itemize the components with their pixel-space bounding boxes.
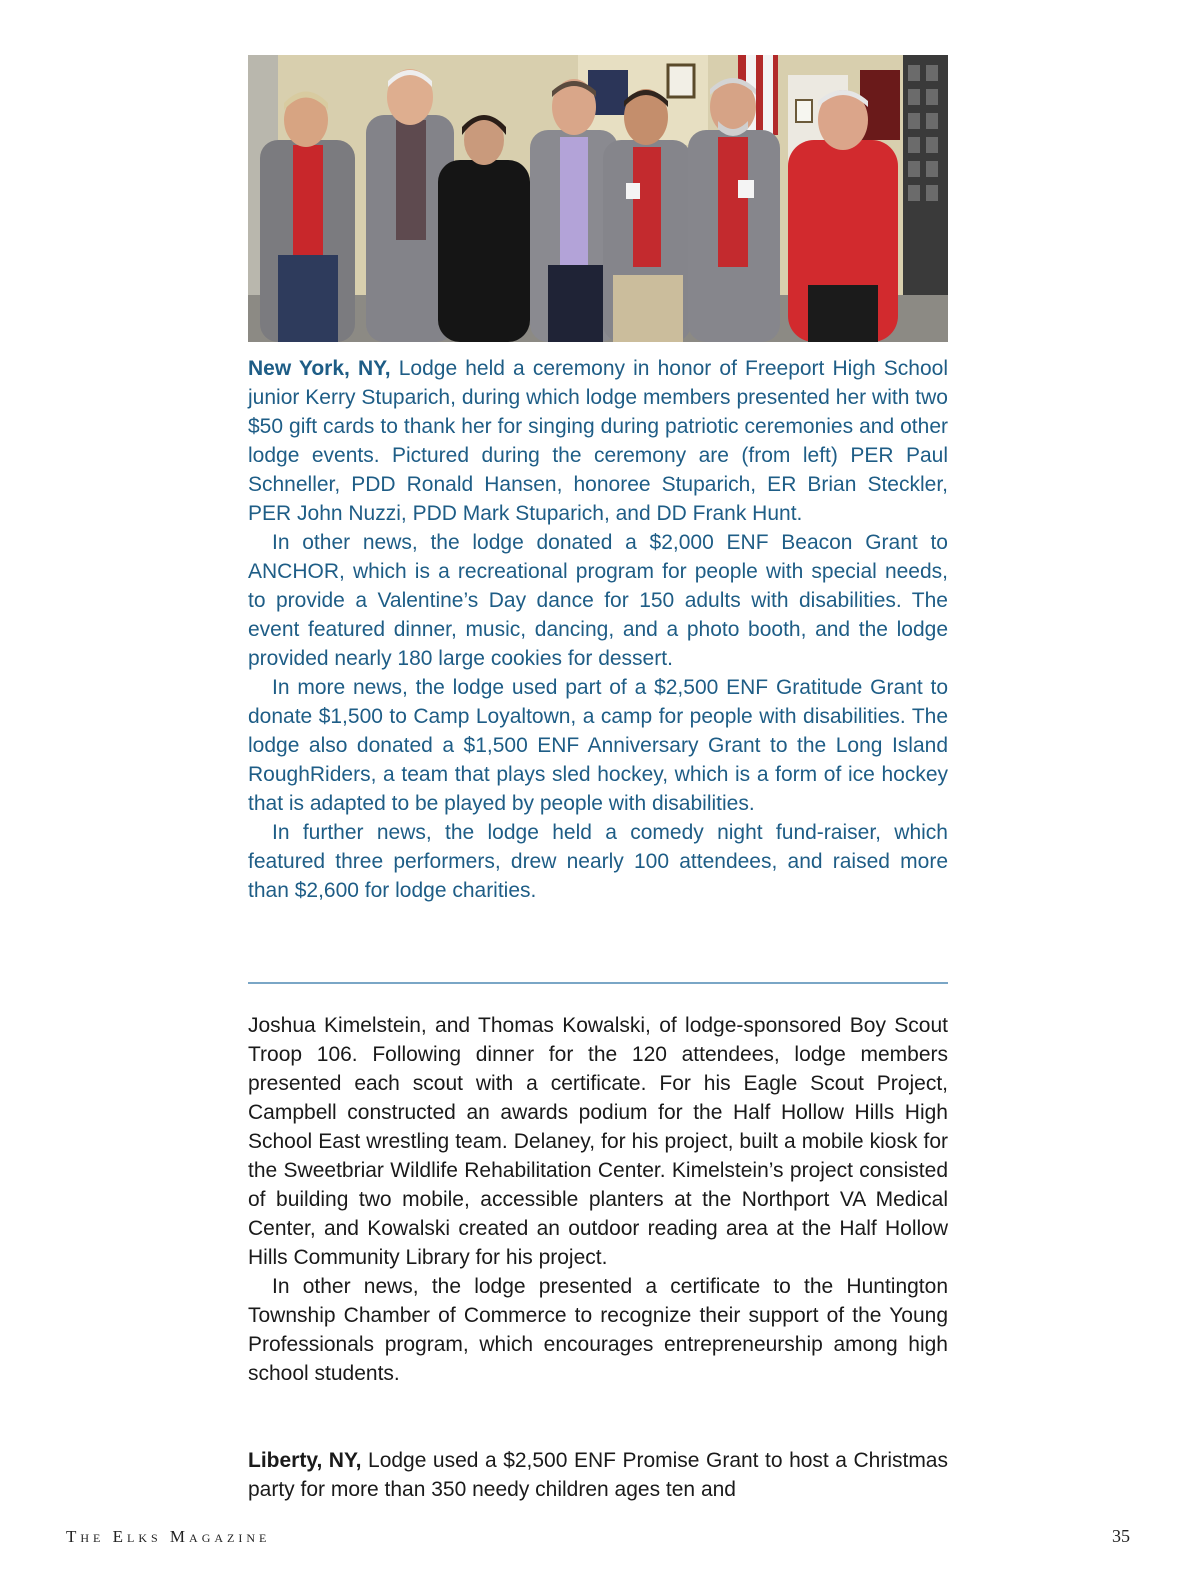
group-photo — [248, 55, 948, 342]
story-continued — [248, 1011, 948, 1388]
story-liberty — [248, 1446, 948, 1504]
story-ny-paragraph-4: In further news, the lodge held a comedy night fund-raiser, which featured three performers, drew nearly 100 attendees, and raised more than $2,600 for lodge charities. — [248, 821, 948, 902]
story-ny-paragraph-1 — [248, 354, 948, 528]
story-cont-paragraph-1: Joshua Kimelstein, and Thomas Kowalski, of lodge-sponsored Boy Scout Troop 106. Following dinner for the 120 attendees, lodge members presented each scout with a certificate. For his Eagle Scout Project, Campbell constructed an awards podium for the Half Hollow Hills High School East wrestling team. Delaney, for his project, built a mobile kiosk for the Sweetbriar Wildlife Rehabilitation Center. Kimelstein’s project consisted of building two mobile, accessible planters at the Northport VA Medical Center, and Kowalski created an outdoor reading area at the Half Hollow Hills Community Library for his project. — [248, 1014, 948, 1269]
photo-illustration — [248, 55, 948, 342]
publication-name: The Elks Magazine — [66, 1527, 271, 1546]
section-divider — [248, 982, 948, 984]
story-liberty-paragraph-1-text: Lodge used a $2,500 ENF Promise Grant to host a Christmas party for more than 350 needy children ages ten and — [248, 1449, 948, 1501]
story-ny-paragraph-1-text: Lodge held a ceremony in honor of Freeport High School junior Kerry Stuparich, during which lodge members presented her with two $50 gift cards to thank her for singing during patriotic ceremonies and other lodge events. Pictured during the ceremony are (from left) PER Paul Schneller, PDD Ronald Hansen, honoree Stuparich, ER Brian Steckler, PER John Nuzzi, PDD Mark Stuparich, and DD Frank Hunt. — [248, 357, 948, 525]
story-liberty-paragraph-1 — [248, 1446, 948, 1504]
story-ny-lead: New York, NY, — [248, 357, 391, 380]
story-cont-paragraph-2: In other news, the lodge presented a certificate to the Huntington Township Chamber of Commerce to recognize their support of the Young Professionals program, which encourages entrepreneurship among high school students. — [248, 1275, 948, 1385]
page-number: 35 — [1112, 1526, 1130, 1546]
story-ny-paragraph-2: In other news, the lodge donated a $2,000 ENF Beacon Grant to ANCHOR, which is a recreational program for people with special needs, to provide a Valentine’s Day dance for 150 adults with disabilities. The event featured dinner, music, dancing, and a photo booth, and the lodge provided nearly 180 large cookies for dessert. — [248, 531, 948, 670]
story-liberty-lead: Liberty, NY, — [248, 1449, 362, 1472]
story-ny-paragraph-3: In more news, the lodge used part of a $2,500 ENF Gratitude Grant to donate $1,500 to Camp Loyaltown, a camp for people with disabilities. The lodge also donated a $1,500 ENF Anniversary Grant to the Long Island RoughRiders, a team that plays sled hockey, which is a form of ice hockey that is adapted to be played by people with disabilities. — [248, 676, 948, 815]
story-new-york — [248, 354, 948, 905]
